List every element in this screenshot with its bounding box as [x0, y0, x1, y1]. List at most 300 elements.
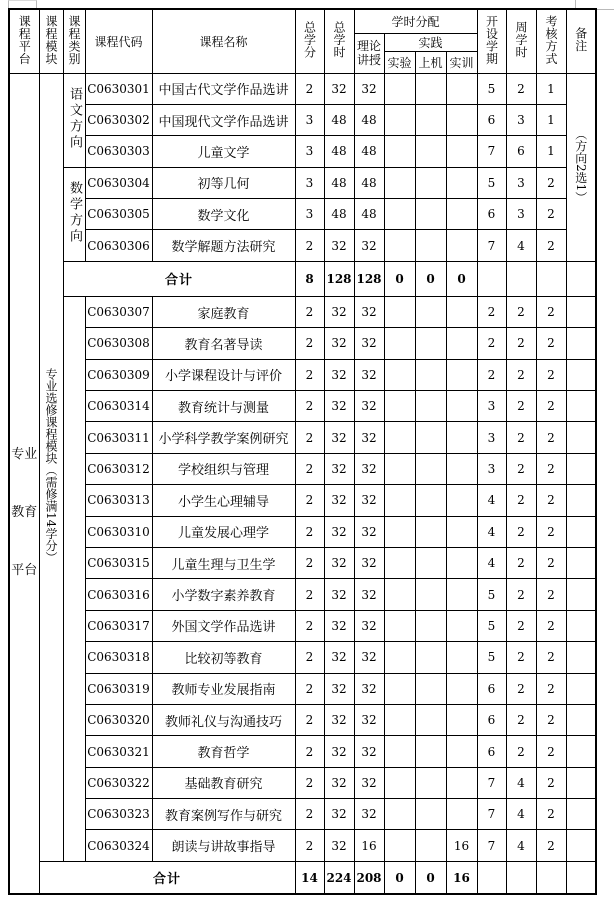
cell-experiment-hours	[384, 830, 415, 861]
cell-experiment-hours	[384, 799, 415, 830]
cell-course-name: 中国古代文学作品选讲	[152, 73, 295, 104]
cell-computer-hours	[415, 767, 446, 798]
cell-course-name: 儿童发展心理学	[152, 516, 295, 547]
remark-empty-cell	[566, 422, 596, 453]
cell-training-hours	[446, 799, 477, 830]
cell-theory-hours: 32	[354, 73, 384, 104]
cell-experiment-hours	[384, 579, 415, 610]
cell-course-name: 家庭教育	[152, 296, 295, 327]
cell-assessment: 2	[536, 830, 566, 861]
subtotal-total-hours: 128	[324, 261, 354, 296]
cell-computer-hours	[415, 199, 446, 230]
cell-experiment-hours	[384, 328, 415, 359]
cell-assessment: 2	[536, 296, 566, 327]
cell-course-name: 朗读与讲故事指导	[152, 830, 295, 861]
cell-weekly-hours: 2	[506, 73, 536, 104]
cell-course-code: C0630303	[85, 136, 152, 167]
course-row	[9, 767, 596, 798]
cell-assessment: 1	[536, 73, 566, 104]
cell-semester: 4	[477, 547, 506, 578]
remark-empty-cell	[566, 579, 596, 610]
cell-course-code: C0630313	[85, 485, 152, 516]
direction-remark-label: （方向2选1）	[573, 128, 588, 204]
course-row	[9, 230, 596, 261]
category-label: 语文方向	[67, 86, 82, 151]
cell-credits: 2	[295, 453, 324, 484]
subtotal-remarks-empty	[566, 261, 596, 296]
subtotal-semester-empty	[477, 861, 506, 894]
cell-course-code: C0630314	[85, 391, 152, 422]
cell-assessment: 1	[536, 104, 566, 135]
cell-weekly-hours: 2	[506, 296, 536, 327]
cell-credits: 2	[295, 736, 324, 767]
cell-theory-hours: 32	[354, 485, 384, 516]
cell-credits: 2	[295, 610, 324, 641]
cell-experiment-hours	[384, 673, 415, 704]
cell-semester: 4	[477, 516, 506, 547]
cell-computer-hours	[415, 642, 446, 673]
cell-credits: 2	[295, 422, 324, 453]
cell-computer-hours	[415, 830, 446, 861]
header-experiment: 实验	[384, 51, 415, 73]
cell-theory-hours: 16	[354, 830, 384, 861]
header-total-credits	[295, 9, 324, 73]
subtotal-weekly-hours-empty	[506, 261, 536, 296]
course-row	[9, 736, 596, 767]
course-row	[9, 391, 596, 422]
cell-computer-hours	[415, 704, 446, 735]
cell-semester: 3	[477, 391, 506, 422]
cell-weekly-hours: 4	[506, 799, 536, 830]
cell-computer-hours	[415, 359, 446, 390]
cell-semester: 7	[477, 799, 506, 830]
header-theory: 理论讲授	[354, 33, 384, 73]
subtotal-remarks-empty	[566, 861, 596, 894]
cell-computer-hours	[415, 610, 446, 641]
cell-course-name: 外国文学作品选讲	[152, 610, 295, 641]
cell-training-hours	[446, 422, 477, 453]
cell-semester: 5	[477, 610, 506, 641]
cell-weekly-hours: 2	[506, 516, 536, 547]
cell-course-name: 教师礼仪与沟通技巧	[152, 704, 295, 735]
remark-empty-cell	[566, 673, 596, 704]
cell-weekly-hours: 2	[506, 547, 536, 578]
subtotal-label: 合计	[63, 261, 295, 296]
cell-course-name: 教育哲学	[152, 736, 295, 767]
cell-total-hours: 32	[324, 830, 354, 861]
cell-theory-hours: 48	[354, 167, 384, 198]
cell-course-code: C0630320	[85, 704, 152, 735]
platform-label: 专业教育平台	[11, 447, 38, 579]
cell-course-code: C0630305	[85, 199, 152, 230]
cell-course-code: C0630317	[85, 610, 152, 641]
cell-experiment-hours	[384, 547, 415, 578]
cell-assessment: 1	[536, 136, 566, 167]
header-course-category-label: 课程类别	[67, 14, 81, 65]
cell-theory-hours: 32	[354, 642, 384, 673]
cell-computer-hours	[415, 485, 446, 516]
cell-total-hours: 32	[324, 230, 354, 261]
cell-theory-hours: 32	[354, 673, 384, 704]
cell-total-hours: 48	[324, 199, 354, 230]
header-total-credits-label: 总学分	[302, 21, 317, 59]
cell-training-hours	[446, 547, 477, 578]
cell-theory-hours: 32	[354, 453, 384, 484]
header-computer: 上机	[415, 51, 446, 73]
course-row	[9, 673, 596, 704]
course-row	[9, 830, 596, 861]
cell-credits: 2	[295, 673, 324, 704]
cell-semester: 2	[477, 328, 506, 359]
category-empty-cell	[63, 296, 85, 861]
cell-semester: 7	[477, 830, 506, 861]
subtotal-experiment: 0	[384, 861, 415, 894]
cell-weekly-hours: 3	[506, 199, 536, 230]
cell-theory-hours: 32	[354, 296, 384, 327]
cell-weekly-hours: 6	[506, 136, 536, 167]
cell-total-hours: 32	[324, 73, 354, 104]
subtotal-credits: 8	[295, 261, 324, 296]
cell-semester: 3	[477, 453, 506, 484]
course-row	[9, 485, 596, 516]
header-practice: 实践	[384, 33, 477, 51]
cell-assessment: 2	[536, 642, 566, 673]
cell-weekly-hours: 4	[506, 767, 536, 798]
cell-semester: 5	[477, 579, 506, 610]
header-course-platform-label: 课程平台	[17, 14, 32, 65]
cell-weekly-hours: 2	[506, 610, 536, 641]
course-row	[9, 453, 596, 484]
cell-computer-hours	[415, 547, 446, 578]
cell-course-code: C0630306	[85, 230, 152, 261]
cell-course-code: C0630309	[85, 359, 152, 390]
cell-total-hours: 32	[324, 516, 354, 547]
cell-course-code: C0630302	[85, 104, 152, 135]
remark-empty-cell	[566, 516, 596, 547]
course-row	[9, 104, 596, 135]
cell-training-hours: 16	[446, 830, 477, 861]
cell-computer-hours	[415, 422, 446, 453]
remark-cell	[566, 73, 596, 261]
cell-semester: 7	[477, 136, 506, 167]
cell-computer-hours	[415, 73, 446, 104]
cell-credits: 2	[295, 230, 324, 261]
cell-course-code: C0630319	[85, 673, 152, 704]
cell-assessment: 2	[536, 767, 566, 798]
course-row	[9, 422, 596, 453]
cell-weekly-hours: 2	[506, 736, 536, 767]
curriculum-table	[8, 8, 597, 895]
cell-semester: 6	[477, 736, 506, 767]
module-label: 专业选修课程模块（需修满14学分）	[44, 368, 58, 564]
cell-weekly-hours: 4	[506, 230, 536, 261]
cell-training-hours	[446, 610, 477, 641]
cell-total-hours: 32	[324, 642, 354, 673]
subtotal-label: 合计	[39, 861, 295, 894]
cell-course-name: 学校组织与管理	[152, 453, 295, 484]
cell-assessment: 2	[536, 391, 566, 422]
cell-theory-hours: 32	[354, 579, 384, 610]
cell-assessment: 2	[536, 736, 566, 767]
cell-semester: 4	[477, 485, 506, 516]
cell-total-hours: 32	[324, 391, 354, 422]
course-row	[9, 516, 596, 547]
cell-training-hours	[446, 736, 477, 767]
cell-course-name: 小学科学教学案例研究	[152, 422, 295, 453]
cell-total-hours: 32	[324, 704, 354, 735]
cell-total-hours: 32	[324, 328, 354, 359]
cell-total-hours: 32	[324, 736, 354, 767]
header-course-module	[39, 9, 63, 73]
cell-training-hours	[446, 136, 477, 167]
header-hour-allocation: 学时分配	[354, 9, 477, 33]
cell-credits: 2	[295, 704, 324, 735]
subtotal-experiment: 0	[384, 261, 415, 296]
cell-experiment-hours	[384, 736, 415, 767]
remark-empty-cell	[566, 767, 596, 798]
platform-cell	[9, 73, 39, 894]
course-row	[9, 704, 596, 735]
course-row	[9, 359, 596, 390]
cell-credits: 3	[295, 104, 324, 135]
cell-course-code: C0630312	[85, 453, 152, 484]
header-weekly-hours-label: 周学时	[514, 21, 528, 59]
cell-total-hours: 32	[324, 296, 354, 327]
cell-computer-hours	[415, 230, 446, 261]
cell-theory-hours: 32	[354, 547, 384, 578]
header-course-name: 课程名称	[152, 9, 295, 73]
subtotal-theory: 208	[354, 861, 384, 894]
cell-computer-hours	[415, 453, 446, 484]
cell-semester: 6	[477, 704, 506, 735]
cell-experiment-hours	[384, 485, 415, 516]
subtotal-theory: 128	[354, 261, 384, 296]
subtotal-semester-empty	[477, 261, 506, 296]
cell-credits: 2	[295, 73, 324, 104]
category-label: 数学方向	[67, 180, 82, 245]
remark-empty-cell	[566, 799, 596, 830]
cell-computer-hours	[415, 104, 446, 135]
course-row	[9, 579, 596, 610]
cell-credits: 2	[295, 516, 324, 547]
header-total-hours-label: 总学时	[332, 21, 346, 59]
cell-course-name: 小学生心理辅导	[152, 485, 295, 516]
header-course-platform	[9, 9, 39, 73]
cell-total-hours: 32	[324, 485, 354, 516]
header-assessment	[536, 9, 566, 73]
cell-course-name: 儿童文学	[152, 136, 295, 167]
cell-total-hours: 32	[324, 673, 354, 704]
cell-course-name: 基础教育研究	[152, 767, 295, 798]
remark-empty-cell	[566, 704, 596, 735]
cell-course-code: C0630301	[85, 73, 152, 104]
remark-empty-cell	[566, 736, 596, 767]
cell-semester: 3	[477, 422, 506, 453]
cell-experiment-hours	[384, 296, 415, 327]
cell-experiment-hours	[384, 391, 415, 422]
remark-empty-cell	[566, 610, 596, 641]
cell-assessment: 2	[536, 199, 566, 230]
cell-weekly-hours: 2	[506, 359, 536, 390]
cell-total-hours: 48	[324, 167, 354, 198]
header-assessment-label: 考核方式	[544, 14, 558, 65]
cell-assessment: 2	[536, 516, 566, 547]
cell-course-name: 教育名著导读	[152, 328, 295, 359]
cell-training-hours	[446, 230, 477, 261]
header-course-module-label: 课程模块	[44, 14, 58, 65]
cell-total-hours: 32	[324, 610, 354, 641]
remark-empty-cell	[566, 642, 596, 673]
cell-training-hours	[446, 485, 477, 516]
subtotal-training: 16	[446, 861, 477, 894]
remark-empty-cell	[566, 485, 596, 516]
subtotal-credits: 14	[295, 861, 324, 894]
cell-experiment-hours	[384, 136, 415, 167]
subtotal-row	[9, 261, 596, 296]
remark-empty-cell	[566, 328, 596, 359]
cell-weekly-hours: 4	[506, 830, 536, 861]
cell-total-hours: 32	[324, 579, 354, 610]
cell-course-name: 比较初等教育	[152, 642, 295, 673]
cell-course-code: C0630310	[85, 516, 152, 547]
cell-credits: 2	[295, 296, 324, 327]
cell-course-code: C0630316	[85, 579, 152, 610]
cell-semester: 6	[477, 104, 506, 135]
course-row	[9, 547, 596, 578]
cell-credits: 3	[295, 199, 324, 230]
cell-course-name: 初等几何	[152, 167, 295, 198]
cell-semester: 6	[477, 673, 506, 704]
cell-theory-hours: 48	[354, 104, 384, 135]
cell-theory-hours: 32	[354, 230, 384, 261]
subtotal-training: 0	[446, 261, 477, 296]
cell-course-code: C0630324	[85, 830, 152, 861]
cell-course-name: 教师专业发展指南	[152, 673, 295, 704]
cell-training-hours	[446, 104, 477, 135]
cell-semester: 5	[477, 73, 506, 104]
cell-training-hours	[446, 296, 477, 327]
cell-course-code: C0630304	[85, 167, 152, 198]
cell-assessment: 2	[536, 167, 566, 198]
course-row	[9, 642, 596, 673]
cell-semester: 7	[477, 230, 506, 261]
remark-empty-cell	[566, 391, 596, 422]
cell-theory-hours: 32	[354, 799, 384, 830]
cell-assessment: 2	[536, 547, 566, 578]
cell-course-code: C0630318	[85, 642, 152, 673]
cell-assessment: 2	[536, 704, 566, 735]
cell-experiment-hours	[384, 422, 415, 453]
cell-experiment-hours	[384, 73, 415, 104]
cell-weekly-hours: 2	[506, 642, 536, 673]
cell-training-hours	[446, 453, 477, 484]
cell-weekly-hours: 2	[506, 391, 536, 422]
cell-theory-hours: 48	[354, 136, 384, 167]
cell-assessment: 2	[536, 799, 566, 830]
cell-course-name: 小学数字素养教育	[152, 579, 295, 610]
subtotal-computer: 0	[415, 261, 446, 296]
header-total-hours	[324, 9, 354, 73]
remark-empty-cell	[566, 296, 596, 327]
cell-experiment-hours	[384, 104, 415, 135]
cell-weekly-hours: 2	[506, 579, 536, 610]
remark-empty-cell	[566, 453, 596, 484]
cell-training-hours	[446, 767, 477, 798]
cell-course-code: C0630321	[85, 736, 152, 767]
cell-total-hours: 48	[324, 136, 354, 167]
subtotal-row	[9, 861, 596, 894]
course-row	[9, 610, 596, 641]
cell-training-hours	[446, 516, 477, 547]
remark-empty-cell	[566, 830, 596, 861]
cell-experiment-hours	[384, 199, 415, 230]
cell-computer-hours	[415, 391, 446, 422]
cell-course-code: C0630315	[85, 547, 152, 578]
header-course-category	[63, 9, 85, 73]
cell-theory-hours: 32	[354, 767, 384, 798]
cell-credits: 2	[295, 328, 324, 359]
cell-weekly-hours: 3	[506, 104, 536, 135]
cell-computer-hours	[415, 736, 446, 767]
cell-credits: 2	[295, 830, 324, 861]
cell-credits: 3	[295, 167, 324, 198]
header-remarks	[566, 9, 596, 73]
cell-course-name: 数学文化	[152, 199, 295, 230]
cell-total-hours: 32	[324, 767, 354, 798]
cell-computer-hours	[415, 673, 446, 704]
cell-weekly-hours: 2	[506, 328, 536, 359]
cell-course-code: C0630311	[85, 422, 152, 453]
cell-training-hours	[446, 704, 477, 735]
cell-computer-hours	[415, 328, 446, 359]
course-row	[9, 328, 596, 359]
cell-theory-hours: 48	[354, 199, 384, 230]
cell-computer-hours	[415, 516, 446, 547]
course-row	[9, 799, 596, 830]
cell-theory-hours: 32	[354, 328, 384, 359]
subtotal-total-hours: 224	[324, 861, 354, 894]
cell-experiment-hours	[384, 453, 415, 484]
cell-total-hours: 32	[324, 799, 354, 830]
cell-assessment: 2	[536, 359, 566, 390]
cell-computer-hours	[415, 799, 446, 830]
cell-credits: 2	[295, 642, 324, 673]
cell-assessment: 2	[536, 422, 566, 453]
cell-weekly-hours: 3	[506, 167, 536, 198]
cell-total-hours: 32	[324, 422, 354, 453]
cell-course-name: 中国现代文学作品选讲	[152, 104, 295, 135]
header-semester-label: 开设学期	[484, 14, 499, 65]
header-course-code: 课程代码	[85, 9, 152, 73]
cell-course-code: C0630323	[85, 799, 152, 830]
cell-semester: 2	[477, 359, 506, 390]
cell-experiment-hours	[384, 167, 415, 198]
cell-computer-hours	[415, 136, 446, 167]
cell-experiment-hours	[384, 642, 415, 673]
course-row	[9, 296, 596, 327]
cell-semester: 6	[477, 199, 506, 230]
cell-credits: 2	[295, 547, 324, 578]
cell-credits: 2	[295, 799, 324, 830]
cell-course-name: 教育统计与测量	[152, 391, 295, 422]
cell-course-code: C0630307	[85, 296, 152, 327]
cell-theory-hours: 32	[354, 704, 384, 735]
subtotal-assessment-empty	[536, 861, 566, 894]
cell-total-hours: 32	[324, 359, 354, 390]
cell-total-hours: 32	[324, 453, 354, 484]
cell-assessment: 2	[536, 579, 566, 610]
course-row	[9, 167, 596, 198]
